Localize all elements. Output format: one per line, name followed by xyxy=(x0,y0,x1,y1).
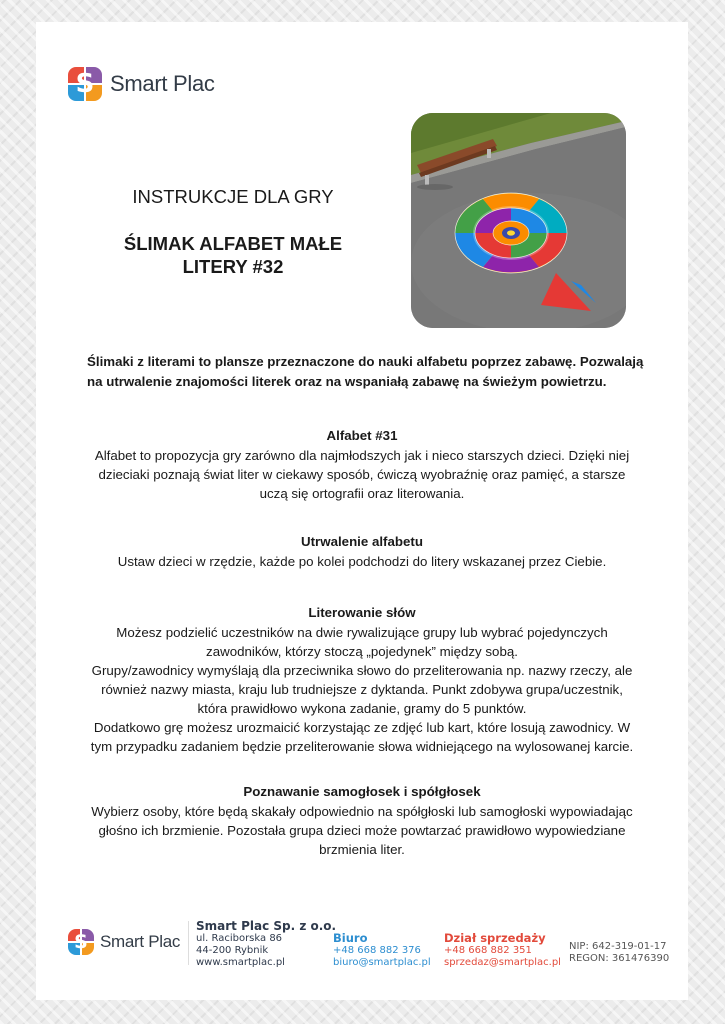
section-title: Utrwalenie alfabetu xyxy=(301,534,423,549)
footer-sales xyxy=(444,931,561,969)
section-line: Możesz podzielić uczestników na dwie rywalizujące grupy lub wybrać pojedynczych xyxy=(116,625,608,640)
office-label: Biuro xyxy=(333,931,368,945)
footer-ids xyxy=(569,941,669,965)
section-line: Grupy/zawodnicy wymyślają dla przeciwnika słowo do przeliterowania np. nazwy rzeczy, ale xyxy=(91,663,633,678)
brand-name: Smart Plac xyxy=(100,932,181,951)
company-city: 44-200 Rybnik xyxy=(196,945,269,956)
section-line: tym przypadku zadaniem będzie przeliterowanie słowa widniejącego na wylosowanej karcie. xyxy=(90,739,634,754)
footer-office xyxy=(333,931,431,969)
section-title: Poznawanie samogłosek i spółgłosek xyxy=(243,784,481,799)
game-title-line1: ŚLIMAK ALFABET MAŁE xyxy=(123,233,343,254)
office-phone-link[interactable]: +48 668 882 376 xyxy=(333,945,421,956)
intro-line: na utrwalenie znajomości literek oraz na wspaniałą zabawę na świeżym powietrzu. xyxy=(87,374,607,389)
section-line: Alfabet to propozycja gry zarówno dla najmłodszych jak i nieco starszych dzieci. Dzięki niej xyxy=(94,448,630,463)
section-line: zawodników, którzy stoczą „pojedynek” między sobą. xyxy=(206,644,518,659)
product-photo xyxy=(411,113,626,328)
section-line: uczą się ortografii oraz literowania. xyxy=(259,486,465,501)
section-alfabet xyxy=(72,426,652,503)
section-line: która prawidłowo wykona zadanie, gramy do 5 punktów. xyxy=(197,701,527,716)
brand-mark-icon xyxy=(68,929,94,955)
section-literowanie xyxy=(72,603,652,756)
company-website-link[interactable]: www.smartplac.pl xyxy=(196,957,285,968)
company-name: Smart Plac Sp. z o.o. xyxy=(196,919,337,933)
brand-mark-icon xyxy=(68,67,102,101)
intro-paragraph xyxy=(87,352,647,392)
company-street: ul. Raciborska 86 xyxy=(196,933,283,944)
section-title: Literowanie słów xyxy=(308,605,416,620)
brand-name: Smart Plac xyxy=(110,71,215,96)
brand-mark-letter: S xyxy=(74,931,88,953)
instructions-heading: INSTRUKCJE DLA GRY xyxy=(132,186,334,207)
game-title-line2: LITERY #32 xyxy=(182,256,284,277)
sales-phone-link[interactable]: +48 668 882 351 xyxy=(444,945,532,956)
game-title xyxy=(96,232,370,278)
section-line: również nazwy miasta, kraju lub trudniejsze z dyktanda. Punkt zdobywa grupa/uczestnik, xyxy=(101,682,623,697)
section-line: brzmienia liter. xyxy=(319,842,405,857)
brand-mark-letter: S xyxy=(75,69,95,99)
section-line: Ustaw dzieci w rzędzie, każde po kolei podchodzi do litery wskazanej przez Ciebie. xyxy=(117,554,607,569)
section-line: dzieciaki poznają świat liter w ciekawy sposób, ćwiczą wyobraźnię oraz pamięć, a starsze xyxy=(98,467,626,482)
sales-label: Dział sprzedaży xyxy=(444,931,546,945)
section-line: Dodatkowo grę możesz urozmaicić korzystając ze zdjęć lub kart, które losują zawodnicy. W xyxy=(93,720,631,735)
footer-brand-logo[interactable] xyxy=(68,929,180,955)
nip-number: NIP: 642-319-01-17 xyxy=(569,941,667,952)
section-utrwalenie xyxy=(72,532,652,571)
office-email-link[interactable]: biuro@smartplac.pl xyxy=(333,957,431,968)
sales-email-link[interactable]: sprzedaz@smartplac.pl xyxy=(444,957,561,968)
footer-company xyxy=(196,919,336,969)
section-samogloski xyxy=(72,782,652,859)
footer-divider xyxy=(188,921,189,965)
intro-line: Ślimaki z literami to plansze przeznaczone do nauki alfabetu poprzez zabawę. Pozwalają xyxy=(87,354,644,369)
regon-number: REGON: 361476390 xyxy=(569,953,670,964)
section-title: Alfabet #31 xyxy=(326,428,398,443)
section-line: głośno ich brzmienie. Pozostała grupa dzieci może powtarzać prawidłowo wypowiedziane xyxy=(98,823,626,838)
section-line: Wybierz osoby, które będą skakały odpowiednio na spółgłoski lub samogłoski wypowiadając xyxy=(91,804,633,819)
brand-logo[interactable] xyxy=(68,67,215,101)
